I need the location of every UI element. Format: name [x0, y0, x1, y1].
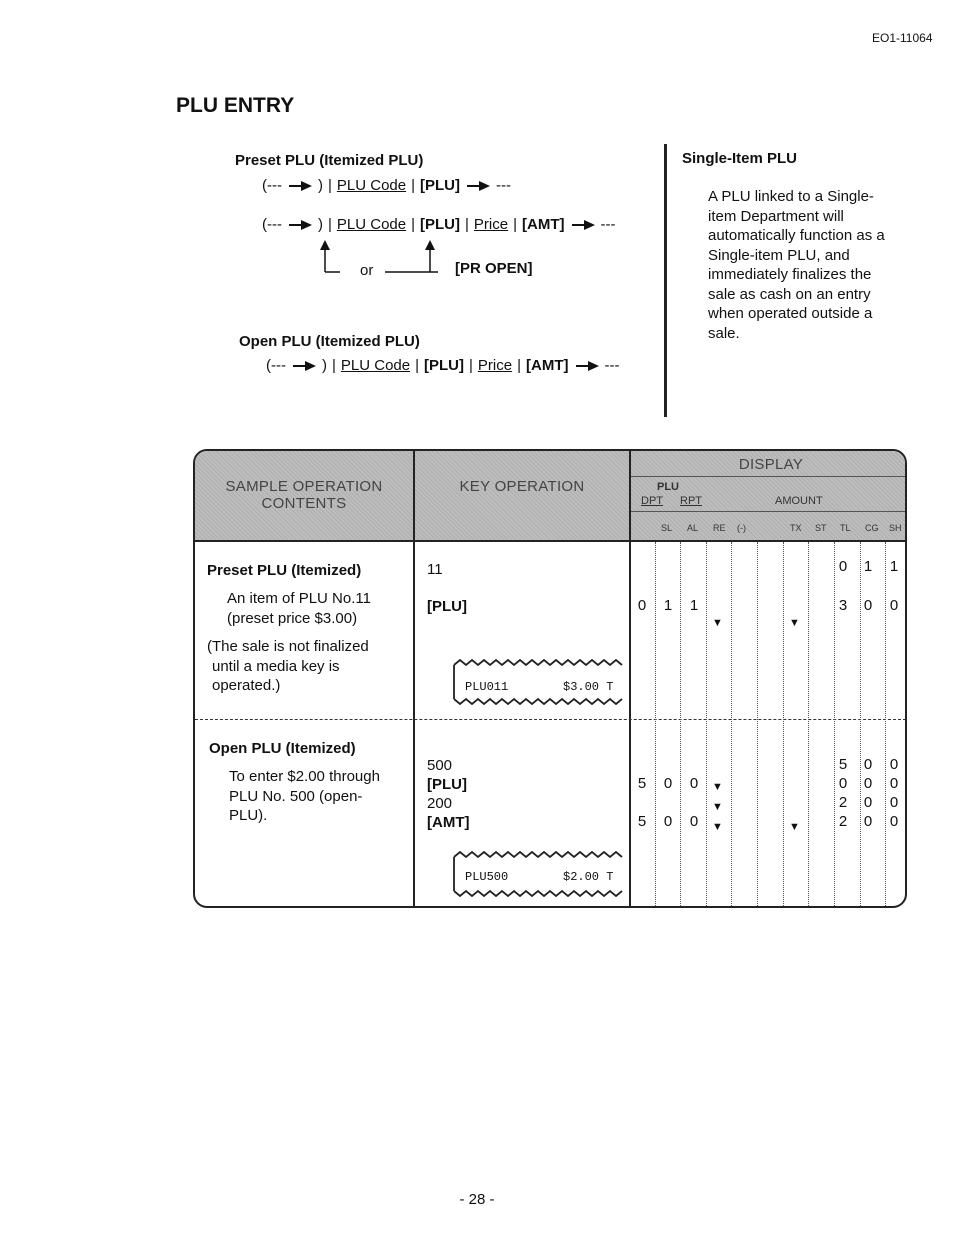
- header-bottom-line: [195, 540, 907, 542]
- key-plu: [PLU]: [427, 598, 467, 615]
- arrow-right-icon: [570, 219, 596, 231]
- indicator-cg: CG: [865, 523, 879, 533]
- seq-close: ): [317, 216, 323, 233]
- amount-subheader: AMOUNT: [775, 495, 823, 507]
- display-digit: 0: [863, 813, 873, 830]
- plu-code-label: PLU Code: [336, 216, 407, 233]
- indicator-al: AL: [687, 523, 699, 533]
- price-label: Price: [473, 216, 509, 233]
- header-line: CONTENTS: [261, 495, 347, 512]
- display-digit: 0: [889, 794, 899, 811]
- plu-code-label: PLU Code: [336, 177, 407, 194]
- display-dotline: [808, 542, 809, 908]
- key-plu: [PLU]: [427, 776, 467, 793]
- indicator-triangle-icon: ▼: [712, 781, 723, 793]
- open-plu-heading: Open PLU (Itemized PLU): [239, 333, 420, 350]
- arrow-right-icon: [574, 360, 600, 372]
- row1-description: [227, 589, 371, 628]
- key-amt: [AMT]: [427, 814, 470, 831]
- single-item-heading: Single-Item PLU: [682, 150, 798, 167]
- rpt-subheader: RPT: [680, 495, 702, 507]
- separator: |: [327, 216, 332, 233]
- display-header: DISPLAY: [738, 456, 804, 473]
- arrow-right-icon: [291, 360, 317, 372]
- display-digit: 0: [838, 558, 848, 575]
- display-digit: 0: [689, 775, 699, 792]
- display-digit: 3: [838, 597, 848, 614]
- seq-open: (---: [262, 177, 282, 194]
- text-line: An item of PLU No.11: [227, 590, 371, 607]
- display-digit: 1: [889, 558, 899, 575]
- receipt-1-amount: $3.00 T: [563, 680, 614, 694]
- indicator-tx: TX: [790, 523, 802, 533]
- indicator-triangle-icon: ▼: [712, 801, 723, 813]
- text-line: sale as cash on an entry: [708, 285, 871, 303]
- single-item-description: [708, 187, 908, 343]
- seq-tail: ---: [600, 216, 616, 233]
- open-sequence: [266, 357, 620, 374]
- seq-close: ): [321, 357, 327, 374]
- column-line: [629, 451, 631, 906]
- row1-title: Preset PLU (Itemized): [207, 562, 362, 579]
- display-dotline: [655, 542, 656, 908]
- seq-tail: ---: [496, 177, 512, 194]
- separator: |: [411, 177, 416, 194]
- display-digit: 0: [689, 813, 699, 830]
- page-number: - 28 -: [459, 1191, 495, 1208]
- indicator-re: RE: [713, 523, 726, 533]
- contents-header: [195, 478, 413, 512]
- seq-open: (---: [262, 216, 282, 233]
- text-line: when operated outside a: [708, 305, 873, 322]
- plu-key-label: [PLU]: [420, 216, 461, 233]
- arrow-right-icon: [287, 180, 313, 192]
- row-divider: [195, 719, 907, 720]
- page-title: PLU ENTRY: [176, 94, 295, 117]
- text-line: operated.): [212, 677, 281, 694]
- display-digit: 2: [838, 794, 848, 811]
- display-digit: 0: [889, 813, 899, 830]
- separator: |: [411, 216, 416, 233]
- separator: |: [513, 216, 518, 233]
- display-digit: 1: [863, 558, 873, 575]
- text-line: To enter $2.00 through: [229, 768, 380, 785]
- price-label: Price: [477, 357, 513, 374]
- arrow-right-icon: [465, 180, 491, 192]
- separator: |: [469, 357, 473, 374]
- display-dotline: [757, 542, 758, 908]
- display-dotline: [783, 542, 784, 908]
- display-digit: 0: [663, 775, 673, 792]
- display-dotline: [706, 542, 707, 908]
- indicator-st: ST: [815, 523, 827, 533]
- preset-plu-heading: Preset PLU (Itemized PLU): [235, 152, 424, 169]
- display-digit: 0: [838, 775, 848, 792]
- display-digit: 1: [663, 597, 673, 614]
- key-entry: 11: [427, 561, 443, 578]
- display-header-rule: [631, 476, 907, 477]
- display-dotline: [731, 542, 732, 908]
- indicator-rule: [631, 511, 907, 512]
- seq-open: (---: [266, 357, 286, 374]
- text-line: until a media key is: [212, 657, 340, 675]
- row2-description: [229, 767, 380, 826]
- sample-operation-table: [193, 449, 907, 908]
- display-digit: 2: [838, 813, 848, 830]
- plu-subheader: PLU: [657, 481, 679, 493]
- display-digit: 0: [863, 775, 873, 792]
- display-digit: 0: [863, 597, 873, 614]
- text-line: PLU No. 500 (open-: [229, 787, 363, 805]
- or-label: or: [360, 262, 374, 279]
- display-digit: 0: [663, 813, 673, 830]
- dpt-subheader: DPT: [641, 495, 663, 507]
- column-line: [413, 451, 415, 906]
- plu-key-label: [PLU]: [424, 357, 465, 374]
- separator: |: [327, 177, 332, 194]
- header-line: SAMPLE OPERATION: [225, 478, 383, 495]
- bypass-arrows-icon: [320, 234, 450, 276]
- text-line: (preset price $3.00): [227, 609, 358, 627]
- display-digit: 0: [863, 794, 873, 811]
- display-digit: 0: [863, 756, 873, 773]
- text-line: PLU).: [229, 807, 268, 824]
- separator: |: [415, 357, 420, 374]
- text-line: Single-item PLU, and: [708, 246, 850, 264]
- key-operation-header: KEY OPERATION: [459, 478, 585, 495]
- display-digit: 0: [637, 597, 647, 614]
- indicator-tl: TL: [840, 523, 851, 533]
- document-id: EO1-11064: [872, 31, 933, 45]
- amt-key-label: [AMT]: [522, 216, 565, 233]
- indicator-triangle-icon: ▼: [712, 617, 723, 629]
- column-divider: [664, 144, 667, 417]
- display-dotline: [834, 542, 835, 908]
- pr-open-label: [PR OPEN]: [455, 260, 533, 277]
- display-digit: 5: [637, 775, 647, 792]
- row1-note: [207, 637, 369, 696]
- receipt-1-item: PLU011: [465, 680, 509, 694]
- receipt-2-item: PLU500: [465, 870, 509, 884]
- key-entry: 500: [427, 757, 453, 774]
- plu-key-label: [PLU]: [420, 177, 461, 194]
- amt-key-label: [AMT]: [526, 357, 569, 374]
- key-entry: 200: [427, 795, 453, 812]
- indicator-minus: (-): [737, 523, 746, 533]
- display-dotline: [885, 542, 886, 908]
- seq-tail: ---: [604, 357, 620, 374]
- arrow-right-icon: [287, 219, 313, 231]
- display-dotline: [680, 542, 681, 908]
- receipt-2-amount: $2.00 T: [563, 870, 614, 884]
- header-cell-key-operation: [415, 451, 629, 541]
- indicator-sh: SH: [889, 523, 902, 533]
- indicator-triangle-icon: ▼: [712, 821, 723, 833]
- preset-sequence-1: [262, 177, 511, 194]
- indicator-sl: SL: [661, 523, 673, 533]
- display-digit: 0: [889, 597, 899, 614]
- preset-sequence-2: [262, 216, 616, 233]
- separator: |: [331, 357, 336, 374]
- separator: |: [517, 357, 522, 374]
- seq-close: ): [317, 177, 323, 194]
- text-line: sale.: [708, 324, 740, 342]
- indicator-triangle-icon: ▼: [789, 617, 800, 629]
- display-digit: 0: [889, 775, 899, 792]
- text-line: item Department will: [708, 207, 844, 225]
- text-line: (The sale is not finalized: [207, 638, 369, 655]
- display-digit: 1: [689, 597, 699, 614]
- text-line: automatically function as a: [708, 227, 885, 244]
- row2-title: Open PLU (Itemized): [209, 740, 356, 757]
- plu-code-label: PLU Code: [340, 357, 411, 374]
- display-digit: 5: [838, 756, 848, 773]
- separator: |: [465, 216, 469, 233]
- text-line: A PLU linked to a Single-: [708, 188, 874, 205]
- display-digit: 0: [889, 756, 899, 773]
- text-line: immediately finalizes the: [708, 266, 872, 283]
- display-digit: 5: [637, 813, 647, 830]
- indicator-triangle-icon: ▼: [789, 821, 800, 833]
